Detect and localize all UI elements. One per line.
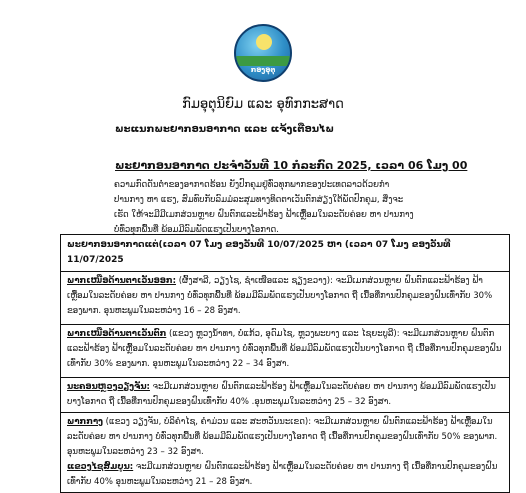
- region-text: (ແຂວງ ວຽງຈັນ, ບໍລິຄຳໄຊ, ຄຳມ່ວນ ແລະ ສະຫວັນນະເຂດ): ຈະມີເມກສ່ວນຫຼາຍ ຝົນຕົກແລະຟ້າຮ້ອງ ຟ້າເຫຼື້ອມໃນລະດັບຄ່ອຍ ຫາ ປານກາງ ບໍ່ທົ່ວທຸກພື້ນທີ່ ພ້ອມມີລົມພັດແຮງເປັນບາງໂອກາດ ຖື ເນື້ອທີ່ການປົກຄຸມຂອງຝົນເທົ່າກັບ 50% ຂອງພາກ. ອຸນຫະພູມໃນລະຫວ່າງ 23 – 32 ອົງສາ.: [67, 417, 498, 457]
- region-text: ຈະມີເມກສ່ວນຫຼາຍ ຝົນຕົກແລະຟ້າຮ້ອງ ຟ້າເຫຼື້ອມໃນລະດັບຄ່ອຍ ຫາ ປານກາງ ພ້ອມມີລົມພັດແຮງເປັນບາງໂອກາດ ຖື ເນື້ອທີ່ການປົກຄຸມຂອງຝົນເທົ່າກັບ 40% .ອຸນຫະພູມໃນລະຫວ່າງ 25 – 32 ອົງສາ.: [67, 382, 496, 407]
- ministry-logo: [234, 24, 292, 82]
- region-text: (ຜົ້ງສາລີ, ວຽງໄຊ, ຊຳເໜືອແລະ ຊຽງຂວາງ): ຈະມີເມກສ່ວນຫຼາຍ ຝົນຕົກແລະຟ້າຮ້ອງ ຟ້າເຫຼື້ອມໃນລະດັບຄ່ອຍ ຫາ ປານກາງ ບໍ່ທົ່ວທຸກພື້ນທີ່ ພ້ອມມີລົມພັດແຮງເປັນບາງໂອກາດ ຖື ເນື້ອທີ່ການປົກຄຸມຂອງຝົນເທົ່າກັບ 30% ຂອງພາກ. ອຸນຫະພູມໃນລະຫວ່າງ 16 – 28 ອົງສາ.: [67, 276, 493, 316]
- sun-icon: [256, 34, 272, 50]
- logo-band: [236, 56, 290, 66]
- forecast-title: ພະຍາກອນອາກາດ ປະຈໍາວັນທີ 10 ກໍລະກົດ 2025, ເວລາ 06 ໂມງ 00: [115, 159, 468, 172]
- table-row: [61, 324, 509, 377]
- region-label: ພາກກາງ: [67, 417, 103, 427]
- table-header: ພະຍາກອນອາກາດແຕ່(ເວລາ 07 ໂມງ ຂອງວັນທີ 10/07/2025 ຫາ (ເວລາ 07 ໂມງ ຂອງວັນທີ 11/07/2025: [67, 240, 451, 265]
- region-text: (ແຂວງ ຫຼວງນ້ຳທາ, ບໍ່ແກ້ວ, ອຸດົມໄຊ, ຫຼວງພະບາງ ແລະ ໄຊຍະບູລີ): ຈະມີເມກສ່ວນຫຼາຍ ຝົນຕົກແລະຟ້າຮ້ອງ ຟ້າເຫຼື້ອມໃນລະດັບຄ່ອຍ ຫາ ປານກາງ ບໍ່ທົ່ວທຸກພື້ນທີ່ ພ້ອມມີລົມພັດແຮງເປັນບາງໂອກາດ ຖື ເນື້ອທີ່ການປົກຄຸມຂອງຝົນເທົ່າກັບ 30% ຂອງພາກ. ອຸນຫະພູມໃນລະຫວ່າງ 22 – 34 ອົງສາ.: [67, 329, 502, 369]
- department-name: ພະແນກພະຍາກອນອາກາດ ແລະ ແຈ້ງເຕືອນໄພ: [115, 124, 335, 135]
- intro-paragraph: ຄວາມກົດດັນຕ່ຳຂອງອາກາດຮ້ອນ ຍັງປົກຄຸມຢູ່ທົ່ວທຸກພາກຂອງປະເທດລາວດ້ວຍກຳປານກາງ ຫາ ແຮງ, ສົມທົບກັບລົມມໍລະສຸມທາງທິດຕາເວັນຕົກສ່ຽງໃຕ້ພັດປົກຄຸມ, ສິ່ງຈະເຮັດ ໃຫ້ຈະມີມີເມກສ່ວນຫຼາຍ ຝົນຕົກແລະຟ້າຮ້ອງ ຟ້າເຫຼື້ອມໃນລະດັບຄ່ອຍ ຫາ ປານກາງ ບໍ່ທົ່ວທຸກພື້ນທີ່ ພ້ອມມີລົມພັດແຮງເປັນບາງໂອກາດ.: [114, 180, 414, 235]
- region-label: ແຂວງໄຊສົມບູນ:: [67, 462, 134, 472]
- region-text: ຈະມີເມກສ່ວນຫຼາຍ ຝົນຕົກແລະຟ້າຮ້ອງ ຟ້າເຫຼື້ອມໃນລະດັບຄ່ອຍ ຫາ ປານກາງ ຖື ເນື້ອທີ່ການປົກຄຸມຂອງຝົນເທົ່າກັບ 40% ອຸນຫະພູມໃນລະຫວ່າງ 21 – 28 ອົງສາ.: [67, 462, 498, 487]
- region-label: ພາກເໜືອດ້ານຕາເວັນອອກ:: [67, 276, 177, 286]
- region-label: ພາກເໜືອດ້ານຕາເວັນຕົກ: [67, 329, 167, 339]
- region-label: ນະຄອນຫຼວງວຽງຈັນ:: [67, 382, 150, 392]
- ministry-name: ກົມອຸຕຸນິຍົມ ແລະ ອຸທົກກະສາດ: [182, 97, 344, 112]
- logo-text: ກອງອຸຕຸ: [250, 66, 276, 74]
- table-row: [61, 377, 509, 412]
- forecast-table: [60, 234, 510, 493]
- table-row: [61, 271, 509, 324]
- table-row: [61, 412, 509, 492]
